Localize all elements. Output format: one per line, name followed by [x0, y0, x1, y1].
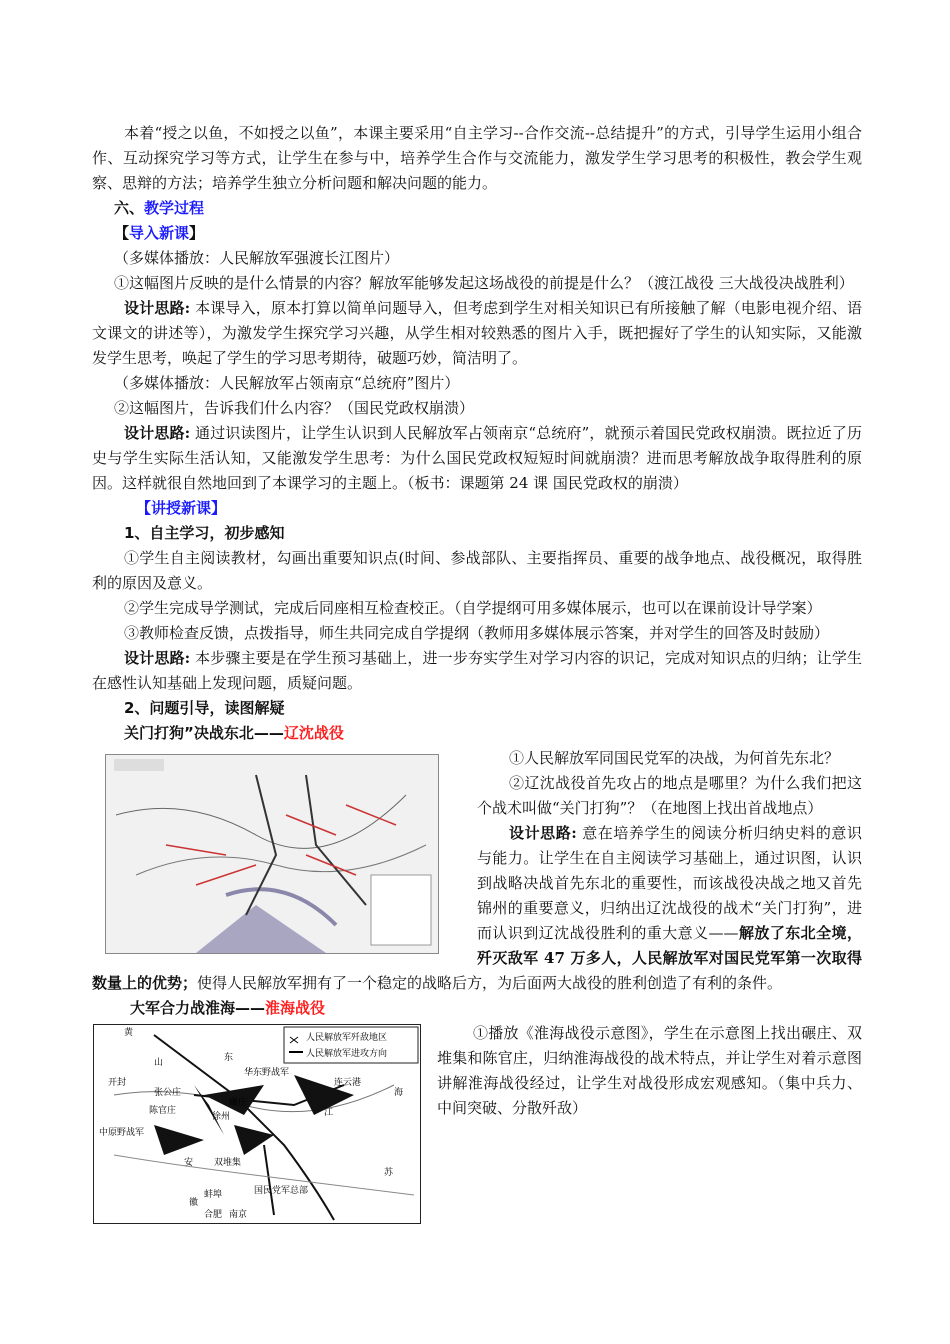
step-1-item-1: ①学生自主阅读教材，勾画出重要知识点(时间、参战部队、主要指挥员、重要的战争地点、战役概况，取得胜利的原因及意义。 — [92, 549, 862, 592]
liaoshen-battle-map — [105, 754, 439, 954]
design-text: 本步骤主要是在学生预习基础上，进一步夯实学生对学习内容的识记，完成对知识点的归纳；让学生在感性认知基础上发现问题，质疑问题。 — [92, 649, 862, 692]
bracket-open: 【 — [114, 224, 130, 242]
question-1: ①这幅图片反映的是什么情景的内容？解放军能够发起这场战役的前提是什么？（渡江战役 三大战役决战胜利） — [114, 274, 854, 292]
huaihai-title: 淮海战役 — [265, 999, 326, 1017]
map-place-label: 双堆集 — [214, 1158, 242, 1168]
liaoshen-prefix: 关门打狗”决战东北—— — [124, 724, 284, 742]
map-place-label: 蚌埠 — [204, 1190, 223, 1200]
map-legend-1: 人民解放军歼敌地区 — [306, 1033, 388, 1043]
map-place-label: 徐州 — [212, 1112, 231, 1122]
liaoshen-map-drawing — [106, 755, 438, 953]
map-place-label: 海 — [394, 1088, 404, 1098]
map-place-label: 中原野战军 — [99, 1128, 145, 1138]
design-note-1 — [92, 296, 862, 371]
design-label: 设计思路: — [124, 299, 191, 317]
new-lesson-heading: 【讲授新课】 — [136, 499, 227, 517]
design-text: 通过识读图片，让学生认识到人民解放军占领南京“总统府”，就预示着国民党政权崩溃。既拉近了历史与学生实际生活认知，又能激发学生思考：为什么国民党政权短短时间就崩溃？进而思考解放战争取得胜利的原因。这样就很自然地回到了本课学习的主题上。（板书：课题第 24 课 国民党政权的崩溃） — [92, 424, 862, 492]
step-2-heading: 2、问题引导，读图解疑 — [124, 699, 285, 717]
step-1-item-3: ③教师检查反馈，点拨指导，师生共同完成自学提纲（教师用多媒体展示答案，并对学生的回答及时鼓励） — [124, 624, 830, 642]
map-legend-2: 人民解放军进攻方向 — [306, 1049, 388, 1059]
liaoshen-question-1: ①人民解放军同国民党军的决战，为何首先东北？ — [509, 749, 840, 767]
huaihai-question-1: ①播放《淮海战役示意图》，学生在示意图上找出碾庄、双堆集和陈官庄，归纳淮海战役的战术特点，并让学生对着示意图讲解淮海战役经过，让学生对战役形成宏观感知。（集中兵力、中间突破、分散歼敌） — [437, 1024, 862, 1117]
intro-paragraph: 本着“授之以鱼，不如授之以鱼”，本课主要采用“自主学习--合作交流--总结提升”的方式，引导学生运用小组合作、互动探究学习等方式，让学生在参与中，培养学生合作与交流能力，激发学生学习思考的积极性，教会学生观察、思辩的方法；培养学生独立分析问题和解决问题的能力。 — [92, 124, 862, 192]
liaoshen-title: 辽沈战役 — [283, 724, 344, 742]
bracket-close: 】 — [189, 224, 205, 242]
map-place-label: 南京 — [229, 1210, 248, 1220]
map-place-label: 碾庄 — [229, 1098, 248, 1108]
step-1-item-2: ②学生完成导学测试，完成后同座相互检查校正。（自学提纲可用多媒体展示，也可以在课前设计导学案） — [124, 599, 822, 617]
document-body — [92, 121, 862, 1224]
media-note-1: （多媒体播放：人民解放军强渡长江图片） — [114, 249, 400, 267]
map-place-label: 国民党军总部 — [254, 1186, 309, 1196]
design-label: 设计思路: — [509, 824, 577, 842]
liaoshen-heading — [92, 721, 862, 746]
section-title: 教学过程 — [144, 199, 205, 217]
map-place-label: 苏 — [384, 1168, 394, 1178]
map-place-label: 安 — [184, 1158, 194, 1168]
design-text: 意在培养学生的阅读分析归纳史料的意识与能力。让学生在自主阅读学习基础上，通过识图，认识到战略决战首先东北的重要性，而该战役决战之地又首先锦州的重要意义，归纳出辽沈战役的战术“关门打狗”，进而认识到辽沈战役胜利的重大意义—— — [477, 824, 862, 942]
liaoshen-question-2: ②辽沈战役首先攻占的地点是哪里？为什么我们把这个战术叫做“关门打狗”？（在地图上找出首战地点） — [477, 774, 862, 817]
map-place-label: 连云港 — [334, 1078, 362, 1088]
design-note-3 — [92, 646, 862, 696]
map-place-label: 陈官庄 — [149, 1106, 177, 1116]
map-place-label: 江 — [324, 1108, 334, 1118]
map-place-label: 徽 — [189, 1198, 199, 1208]
design-label: 设计思路: — [124, 649, 191, 667]
design-emphasis: 解放了东北全境，歼灭敌军 47 万多人，人民解放军对国民党军第一次取得数量上的优势； — [92, 924, 862, 992]
step-1-heading: 1、自主学习，初步感知 — [124, 524, 285, 542]
design-text: 本课导入，原本打算以简单问题导入，但考虑到学生对相关知识已有所接触了解（电影电视介绍、语文课文的讲述等），为激发学生探究学习兴趣，从学生相对较熟悉的图片入手，既把握好了学生的认知实际，又能激发学生思考，唤起了学生的学习思考期待，破题巧妙，简洁明了。 — [92, 299, 862, 367]
map-place-label: 合肥 — [204, 1210, 223, 1220]
media-note-2: （多媒体播放：人民解放军占领南京“总统府”图片） — [114, 374, 460, 392]
huaihai-battle-map — [93, 1024, 421, 1224]
map-place-label: 张公庄 — [154, 1088, 182, 1098]
map-place-label: 开封 — [108, 1078, 127, 1088]
map-place-label: 黄 — [124, 1028, 134, 1038]
intro-lesson-heading — [92, 221, 862, 246]
section-number: 六、 — [114, 199, 145, 217]
heading-text: 导入新课 — [129, 224, 190, 242]
map-place-label: 华东野战军 — [244, 1068, 290, 1078]
map-place-label: 山 — [154, 1058, 164, 1068]
huaihai-map-drawing — [94, 1025, 420, 1223]
huaihai-prefix: 大军合力战淮海—— — [130, 999, 266, 1017]
huaihai-heading — [92, 996, 862, 1021]
question-2: ②这幅图片，告诉我们什么内容？（国民党政权崩溃） — [114, 399, 475, 417]
design-label: 设计思路: — [124, 424, 191, 442]
section-heading — [92, 196, 862, 221]
map-place-label: 东 — [224, 1053, 234, 1063]
design-note-2 — [92, 421, 862, 496]
design-text-end: 使得人民解放军拥有了一个稳定的战略后方，为后面两大战役的胜利创造了有利的条件。 — [197, 974, 783, 992]
